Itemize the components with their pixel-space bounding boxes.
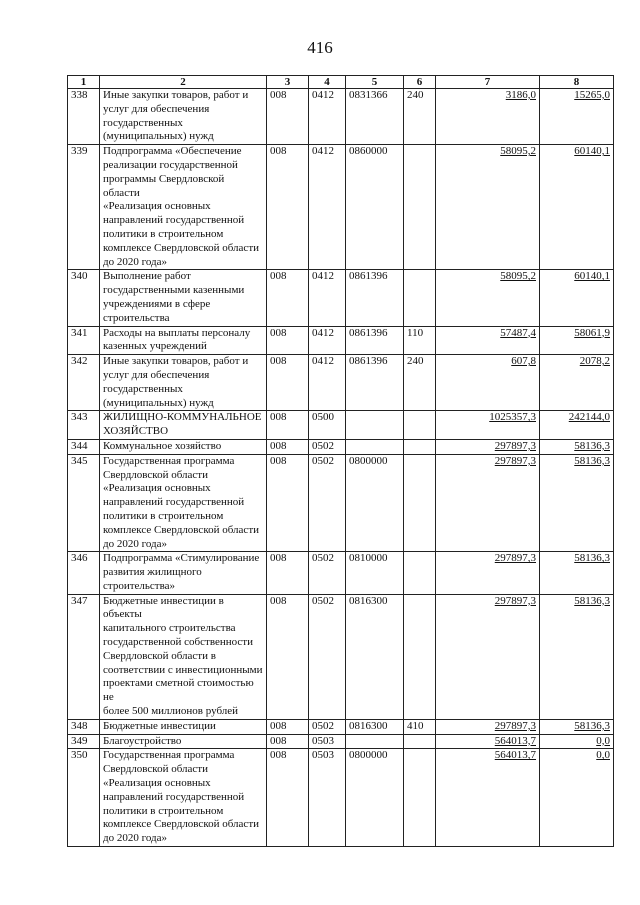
row-name bbox=[100, 326, 267, 355]
row-name-line: до 2020 года» bbox=[103, 537, 167, 550]
amount-year-2 bbox=[540, 552, 614, 594]
row-name-line: комплексе Свердловской области bbox=[103, 523, 260, 536]
row-name-line: Коммунальное хозяйство bbox=[103, 439, 222, 452]
amount-value: 0,0 bbox=[596, 734, 610, 747]
amount-value: 58136,3 bbox=[574, 454, 610, 467]
row-name-line: более 500 миллионов рублей bbox=[103, 705, 239, 718]
row-name-line: Свердловской области bbox=[103, 763, 208, 776]
amount-year-2 bbox=[540, 719, 614, 734]
row-name-line: Свердловской области bbox=[103, 468, 208, 481]
row-name-line: «Реализация основных bbox=[103, 482, 211, 495]
row-name-line: государственными казенными bbox=[103, 284, 245, 297]
amount-year-1 bbox=[436, 270, 540, 326]
row-name bbox=[100, 454, 267, 552]
row-number: 350 bbox=[68, 749, 100, 847]
row-name-line: строительства bbox=[103, 311, 170, 324]
expense-type-code: 240 bbox=[404, 89, 436, 145]
department-code: 008 bbox=[267, 439, 309, 454]
row-name-line: Иные закупки товаров, работ и bbox=[103, 355, 249, 368]
amount-value: 3186,0 bbox=[505, 89, 536, 101]
department-code: 008 bbox=[267, 89, 309, 145]
expense-type-code bbox=[404, 749, 436, 847]
section-code: 0412 bbox=[309, 270, 346, 326]
amount-year-1 bbox=[436, 594, 540, 719]
row-number: 343 bbox=[68, 411, 100, 440]
expense-type-code bbox=[404, 270, 436, 326]
amount-year-2 bbox=[540, 734, 614, 749]
row-number: 347 bbox=[68, 594, 100, 719]
amount-year-1 bbox=[436, 719, 540, 734]
section-code: 0500 bbox=[309, 411, 346, 440]
row-name bbox=[100, 270, 267, 326]
row-name-line: Государственная программа bbox=[103, 749, 235, 762]
target-article-code: 0861396 bbox=[346, 270, 404, 326]
amount-value: 58136,3 bbox=[574, 594, 610, 607]
amount-value: 58136,3 bbox=[574, 719, 610, 732]
amount-value: 58095,2 bbox=[500, 270, 536, 283]
department-code: 008 bbox=[267, 145, 309, 270]
section-code: 0412 bbox=[309, 145, 346, 270]
row-name bbox=[100, 552, 267, 594]
amount-value: 1025357,3 bbox=[489, 411, 536, 424]
amount-value: 297897,3 bbox=[494, 594, 536, 607]
target-article-code bbox=[346, 411, 404, 440]
expense-type-code bbox=[404, 552, 436, 594]
column-header: 1 bbox=[68, 76, 100, 89]
table-row bbox=[68, 326, 614, 355]
column-header: 6 bbox=[404, 76, 436, 89]
target-article-code: 0810000 bbox=[346, 552, 404, 594]
row-number: 340 bbox=[68, 270, 100, 326]
row-name-line: соответствии с инвестиционными bbox=[103, 663, 263, 676]
section-code: 0502 bbox=[309, 719, 346, 734]
row-number: 341 bbox=[68, 326, 100, 355]
section-code: 0503 bbox=[309, 749, 346, 847]
row-number: 348 bbox=[68, 719, 100, 734]
table-row bbox=[68, 454, 614, 552]
amount-year-1 bbox=[436, 89, 540, 145]
amount-year-2 bbox=[540, 749, 614, 847]
column-header: 7 bbox=[436, 76, 540, 89]
row-name-line: до 2020 года» bbox=[103, 832, 167, 845]
row-name-line: (муниципальных) нужд bbox=[103, 396, 214, 409]
row-name-line: услуг для обеспечения bbox=[103, 102, 210, 115]
row-name-line: Благоустройство bbox=[103, 734, 182, 747]
table-row bbox=[68, 719, 614, 734]
amount-value: 564013,7 bbox=[494, 749, 536, 762]
row-name-line: Государственная программа bbox=[103, 454, 235, 467]
target-article-code bbox=[346, 439, 404, 454]
section-code: 0412 bbox=[309, 89, 346, 145]
row-name-line: казенных учреждений bbox=[103, 340, 207, 353]
amount-value: 58061,9 bbox=[574, 326, 610, 339]
row-name-line: ЖИЛИЩНО-КОММУНАЛЬНОЕ bbox=[103, 411, 262, 424]
row-name bbox=[100, 411, 267, 440]
row-name bbox=[100, 749, 267, 847]
section-code: 0503 bbox=[309, 734, 346, 749]
amount-year-2 bbox=[540, 411, 614, 440]
table-row bbox=[68, 734, 614, 749]
column-header: 3 bbox=[267, 76, 309, 89]
amount-year-1 bbox=[436, 454, 540, 552]
department-code: 008 bbox=[267, 454, 309, 552]
row-name bbox=[100, 145, 267, 270]
amount-year-1 bbox=[436, 552, 540, 594]
department-code: 008 bbox=[267, 734, 309, 749]
row-name-line: политики в строительном bbox=[103, 227, 224, 240]
expense-type-code: 410 bbox=[404, 719, 436, 734]
amount-year-2 bbox=[540, 89, 614, 145]
row-name-line: Подпрограмма «Стимулирование bbox=[103, 552, 260, 565]
row-name-line: Свердловской области в bbox=[103, 649, 216, 662]
amount-value: 607,8 bbox=[511, 355, 536, 368]
column-header: 2 bbox=[100, 76, 267, 89]
amount-value: 57487,4 bbox=[500, 326, 536, 339]
row-name bbox=[100, 355, 267, 411]
table-row bbox=[68, 594, 614, 719]
department-code: 008 bbox=[267, 552, 309, 594]
section-code: 0502 bbox=[309, 439, 346, 454]
row-name-line: Выполнение работ bbox=[103, 270, 191, 283]
row-number: 346 bbox=[68, 552, 100, 594]
row-name-line: политики в строительном bbox=[103, 804, 224, 817]
row-name-line: государственных bbox=[103, 116, 183, 129]
row-number: 349 bbox=[68, 734, 100, 749]
row-number: 338 bbox=[68, 89, 100, 145]
target-article-code: 0816300 bbox=[346, 594, 404, 719]
table-row bbox=[68, 89, 614, 145]
target-article-code: 0800000 bbox=[346, 454, 404, 552]
page-number: 416 bbox=[307, 38, 333, 57]
table-body bbox=[68, 89, 614, 847]
row-name-line: государственной собственности bbox=[103, 636, 253, 649]
section-code: 0502 bbox=[309, 594, 346, 719]
row-number: 344 bbox=[68, 439, 100, 454]
row-name-line: программы Свердловской области bbox=[103, 172, 225, 199]
row-name bbox=[100, 439, 267, 454]
row-name bbox=[100, 89, 267, 145]
header-row bbox=[68, 76, 614, 89]
section-code: 0412 bbox=[309, 355, 346, 411]
row-name-line: комплексе Свердловской области bbox=[103, 818, 260, 831]
row-name-line: проектами сметной стоимостью не bbox=[103, 677, 254, 704]
column-header: 4 bbox=[309, 76, 346, 89]
row-name-line: комплексе Свердловской области bbox=[103, 241, 260, 254]
row-name-line: ХОЗЯЙСТВО bbox=[103, 425, 169, 438]
department-code: 008 bbox=[267, 749, 309, 847]
row-name-line: Подпрограмма «Обеспечение bbox=[103, 145, 242, 158]
table-row bbox=[68, 145, 614, 270]
row-name-line: государственных bbox=[103, 382, 183, 395]
amount-value: 15265,0 bbox=[574, 89, 610, 101]
row-name bbox=[100, 594, 267, 719]
amount-value: 297897,3 bbox=[494, 552, 536, 565]
column-header: 8 bbox=[540, 76, 614, 89]
row-name-line: реализации государственной bbox=[103, 158, 238, 171]
amount-year-2 bbox=[540, 270, 614, 326]
row-name-line: услуг для обеспечения bbox=[103, 368, 210, 381]
target-article-code: 0861396 bbox=[346, 355, 404, 411]
row-name bbox=[100, 734, 267, 749]
amount-value: 297897,3 bbox=[494, 439, 536, 452]
target-article-code: 0831366 bbox=[346, 89, 404, 145]
amount-value: 58095,2 bbox=[500, 145, 536, 158]
table-row bbox=[68, 355, 614, 411]
department-code: 008 bbox=[267, 719, 309, 734]
department-code: 008 bbox=[267, 326, 309, 355]
amount-value: 297897,3 bbox=[494, 719, 536, 732]
row-name-line: направлений государственной bbox=[103, 790, 245, 803]
amount-year-1 bbox=[436, 326, 540, 355]
amount-value: 0,0 bbox=[596, 749, 610, 762]
row-name-line: (муниципальных) нужд bbox=[103, 130, 214, 143]
target-article-code bbox=[346, 734, 404, 749]
row-number: 339 bbox=[68, 145, 100, 270]
column-header: 5 bbox=[346, 76, 404, 89]
expense-type-code bbox=[404, 411, 436, 440]
row-number: 345 bbox=[68, 454, 100, 552]
table-row bbox=[68, 411, 614, 440]
amount-value: 58136,3 bbox=[574, 552, 610, 565]
row-number: 342 bbox=[68, 355, 100, 411]
row-name-line: капитального строительства bbox=[103, 622, 236, 635]
row-name-line: Бюджетные инвестиции bbox=[103, 719, 216, 732]
section-code: 0412 bbox=[309, 326, 346, 355]
expense-type-code bbox=[404, 454, 436, 552]
row-name-line: направлений государственной bbox=[103, 214, 245, 227]
amount-year-1 bbox=[436, 411, 540, 440]
amount-year-2 bbox=[540, 454, 614, 552]
table-row bbox=[68, 439, 614, 454]
amount-year-2 bbox=[540, 439, 614, 454]
amount-value: 58136,3 bbox=[574, 439, 610, 452]
department-code: 008 bbox=[267, 355, 309, 411]
expense-type-code bbox=[404, 145, 436, 270]
budget-table bbox=[67, 75, 614, 847]
row-name-line: направлений государственной bbox=[103, 496, 245, 509]
section-code: 0502 bbox=[309, 454, 346, 552]
department-code: 008 bbox=[267, 270, 309, 326]
table-row bbox=[68, 749, 614, 847]
row-name-line: учреждениями в сфере bbox=[103, 297, 211, 310]
amount-year-2 bbox=[540, 145, 614, 270]
row-name-line: «Реализация основных bbox=[103, 777, 211, 790]
amount-value: 564013,7 bbox=[494, 734, 536, 747]
amount-year-2 bbox=[540, 594, 614, 719]
department-code: 008 bbox=[267, 594, 309, 719]
expense-type-code bbox=[404, 734, 436, 749]
amount-year-1 bbox=[436, 355, 540, 411]
amount-value: 2078,2 bbox=[579, 355, 610, 368]
table-row bbox=[68, 270, 614, 326]
row-name bbox=[100, 719, 267, 734]
amount-year-1 bbox=[436, 734, 540, 749]
amount-value: 60140,1 bbox=[574, 270, 610, 283]
amount-year-2 bbox=[540, 326, 614, 355]
amount-value: 242144,0 bbox=[568, 411, 610, 424]
expense-type-code: 240 bbox=[404, 355, 436, 411]
target-article-code: 0800000 bbox=[346, 749, 404, 847]
row-name-line: Иные закупки товаров, работ и bbox=[103, 89, 249, 101]
expense-type-code bbox=[404, 439, 436, 454]
amount-value: 297897,3 bbox=[494, 454, 536, 467]
section-code: 0502 bbox=[309, 552, 346, 594]
row-name-line: строительства» bbox=[103, 579, 176, 592]
amount-year-1 bbox=[436, 439, 540, 454]
row-name-line: до 2020 года» bbox=[103, 255, 167, 268]
row-name-line: развития жилищного bbox=[103, 566, 202, 579]
target-article-code: 0861396 bbox=[346, 326, 404, 355]
amount-value: 60140,1 bbox=[574, 145, 610, 158]
row-name-line: Бюджетные инвестиции в объекты bbox=[103, 594, 224, 621]
amount-year-1 bbox=[436, 145, 540, 270]
row-name-line: политики в строительном bbox=[103, 509, 224, 522]
department-code: 008 bbox=[267, 411, 309, 440]
target-article-code: 0816300 bbox=[346, 719, 404, 734]
amount-year-1 bbox=[436, 749, 540, 847]
row-name-line: Расходы на выплаты персоналу bbox=[103, 326, 251, 339]
target-article-code: 0860000 bbox=[346, 145, 404, 270]
expense-type-code: 110 bbox=[404, 326, 436, 355]
amount-year-2 bbox=[540, 355, 614, 411]
expense-type-code bbox=[404, 594, 436, 719]
row-name-line: «Реализация основных bbox=[103, 200, 211, 213]
table-row bbox=[68, 552, 614, 594]
